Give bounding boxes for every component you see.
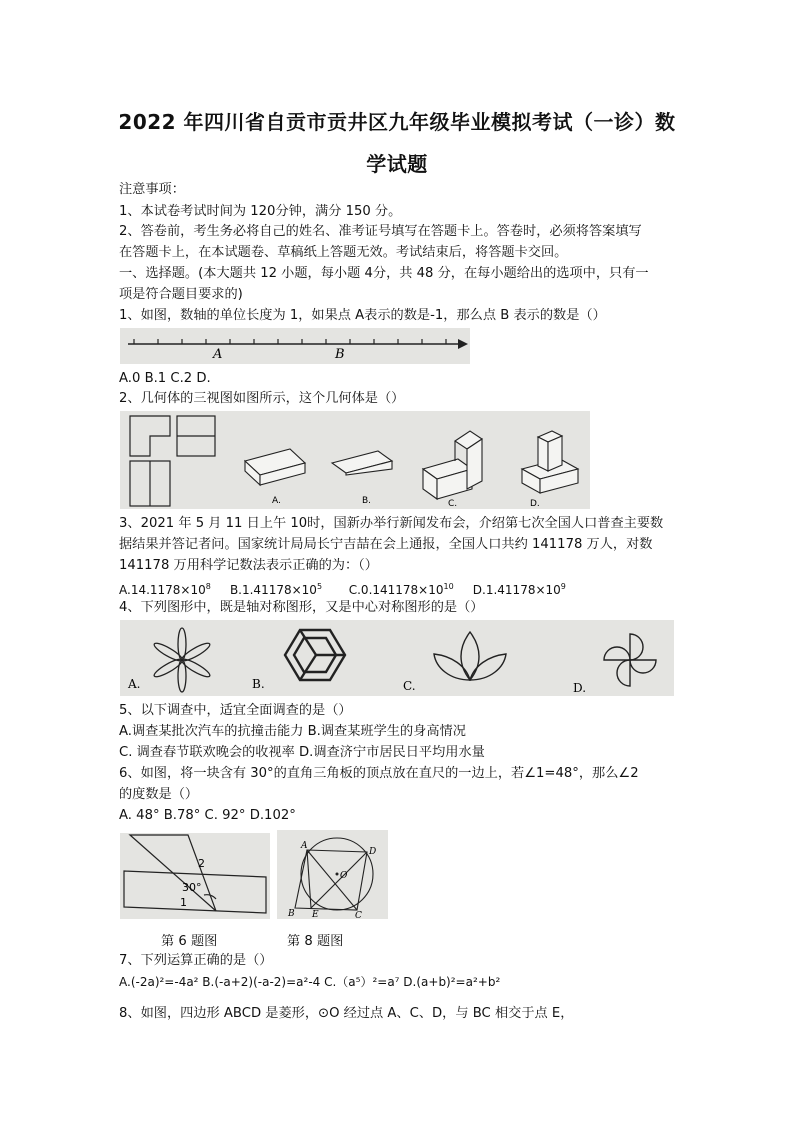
solid-c: [423, 431, 482, 499]
q2-three-views-figure: [120, 411, 590, 509]
triangle-shape: [130, 835, 216, 911]
pinwheel-d-icon: [604, 634, 656, 686]
rhombus-circle-diagram: [277, 830, 388, 919]
lotus-c-icon: [434, 632, 506, 680]
q1-number-line-figure: [120, 328, 470, 364]
notes-heading: 注意事项：: [119, 182, 185, 197]
q4-figures: [120, 620, 674, 696]
hexagon-b-icon: [285, 630, 345, 680]
point-d-label: D: [369, 847, 377, 857]
section1-heading-line-2: 项是符合题目要求的): [119, 287, 243, 302]
q5-stem: 5、以下调查中，适宜全面调查的是（）: [119, 703, 352, 718]
option-c-label: C.: [403, 679, 416, 693]
q6-options: A. 48° B.78° C. 92° D.102°: [119, 808, 296, 823]
q6-line-2: 的度数是（）: [119, 787, 199, 802]
q7-options: A.(-2a)²=-4a² B.(-a+2)(-a-2)=a²-4 C.（a⁵）²=a⁷ D.(a+b)²=a²+b²: [119, 975, 501, 989]
q3-options: [119, 577, 679, 600]
q5-options-ab: A.调查某批次汽车的抗撞击能力 B.调查某班学生的身高情况: [119, 724, 466, 739]
angle-1-label: 1: [180, 896, 187, 909]
q6-figure-caption: 第 6 题图: [161, 934, 218, 949]
option-c-label: C.: [448, 499, 458, 509]
q8-stem: 8、如图，四边形 ABCD 是菱形，⊙O 经过点 A、C、D，与 BC 相交于点 E，: [119, 1006, 574, 1021]
q3-option-b: $B.1.41178\times 10^5$: [229, 582, 323, 597]
angle-30-label: 30°: [182, 881, 202, 894]
option-d-label: D.: [573, 681, 587, 695]
exam-title-line-2: 学试题: [366, 152, 428, 176]
point-c-label: C: [355, 911, 362, 919]
q4-stem: 4、下列图形中，既是轴对称图形，又是中心对称图形的是（）: [119, 600, 484, 615]
q3-line-2: 据结果并答记者问。国家统计局局长宁吉喆在会上通报，全国人口共约 141178 万人，对数: [119, 537, 653, 552]
solid-b: [332, 451, 392, 475]
point-b-label: B: [288, 909, 295, 919]
q6-line-1: 6、如图，将一块含有 30°的直角三角板的顶点放在直尺的一边上，若∠1=48°，那么∠2: [119, 766, 639, 781]
exam-title-line-1: 2022 年四川省自贡市贡井区九年级毕业模拟考试（一诊）数: [118, 110, 676, 134]
note-2-line-1: 2、答卷前，考生务必将自己的姓名、准考证号填写在答题卡上。答卷时，必须将答案填写: [119, 224, 642, 239]
three-view-drawings: [130, 416, 215, 506]
center-dot-icon: [336, 873, 339, 876]
point-e-label: E: [312, 910, 319, 919]
number-line-diagram: [120, 328, 470, 364]
q2-stem: 2、几何体的三视图如图所示，这个几何体是（）: [119, 391, 405, 406]
q3-option-a: $A.14.1178\times 10^8$: [119, 582, 211, 597]
ruler-triangle-diagram: [120, 833, 270, 919]
note-2-line-2: 在答题卡上，在本试题卷、草稿纸上答题无效。考试结束后，将答题卡交回。: [119, 245, 568, 260]
point-o-label: O: [340, 871, 348, 881]
section1-heading-line-1: 一、选择题。(本大题共 12 小题，每小题 4分，共 48 分，在每小题给出的选项中，只有一: [119, 266, 649, 281]
q8-figure: [277, 830, 388, 919]
q3-option-d: $D.1.41178\times 10^9$: [472, 582, 566, 597]
note-1: 1、本试卷考试时间为 120分钟，满分 150 分。: [119, 204, 402, 219]
point-a-label: A: [213, 347, 223, 362]
q6-figure: [120, 833, 270, 919]
option-b-label: B.: [252, 677, 265, 691]
rhombus-abcd: [295, 850, 367, 910]
option-b-label: B.: [362, 496, 372, 506]
symmetry-figures: [120, 620, 674, 696]
q3-option-c: $C.0.141178\times 10^{10}$: [348, 582, 454, 597]
q8-figure-caption: 第 8 题图: [287, 934, 344, 949]
q7-stem: 7、下列运算正确的是（）: [119, 953, 273, 968]
q3-line-1: 3、2021 年 5 月 11 日上午 10时，国新办举行新闻发布会，介绍第七次全国人口普查主要数: [119, 516, 664, 531]
q5-options-cd: C. 调查春节联欢晚会的收视率 D.调查济宁市居民日平均用水量: [119, 745, 485, 760]
q1-options: A.0 B.1 C.2 D.: [119, 371, 211, 386]
angle-2-label: 2: [198, 857, 205, 870]
number-line-arrow-icon: [458, 339, 468, 349]
solid-d: [522, 431, 578, 493]
point-a-label: A: [301, 841, 308, 851]
q3-line-3: 141178 万用科学记数法表示正确的为：（）: [119, 558, 378, 573]
option-d-label: D.: [530, 499, 540, 509]
option-a-label: A.: [128, 677, 141, 691]
three-views-diagram: [120, 411, 590, 509]
q1-stem: 1、如图，数轴的单位长度为 1，如果点 A表示的数是-1，那么点 B 表示的数是（）: [119, 308, 606, 323]
point-b-label: B: [335, 347, 345, 362]
option-a-label: A.: [272, 496, 281, 506]
solid-a: [245, 449, 305, 485]
angle-30-arc: [204, 895, 216, 899]
flower-a-icon: [152, 628, 211, 692]
